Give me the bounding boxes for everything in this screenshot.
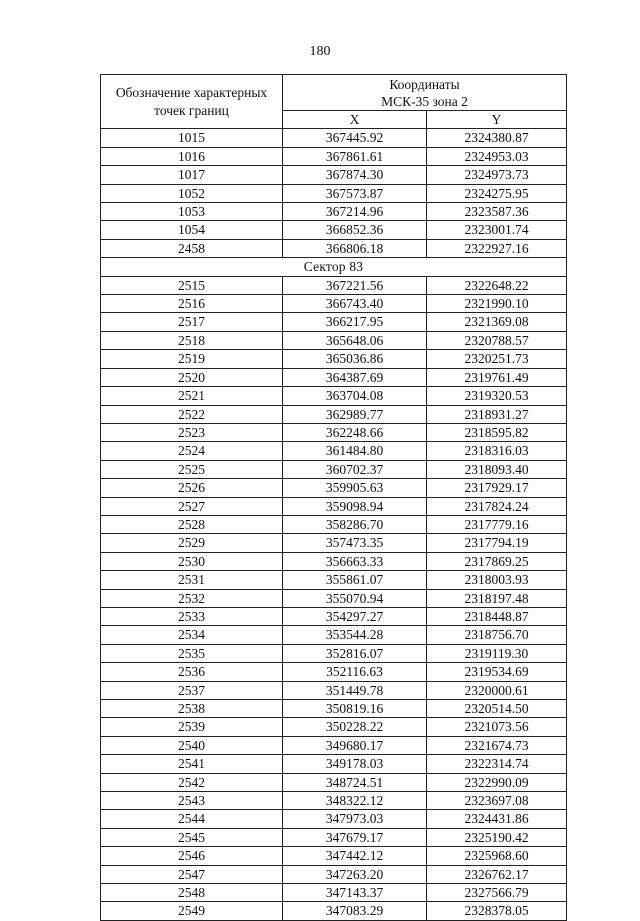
x-coordinate-cell: 348724.51	[283, 773, 427, 791]
point-id-cell: 2520	[101, 368, 283, 386]
table-row	[101, 515, 567, 533]
y-coordinate-cell: 2321674.73	[427, 736, 567, 754]
table-row	[101, 221, 567, 239]
table-row	[101, 718, 567, 736]
point-id-cell: 2548	[101, 884, 283, 902]
x-coordinate-cell: 348322.12	[283, 792, 427, 810]
coordinates-table-container	[100, 74, 566, 921]
table-row	[101, 644, 567, 662]
x-coordinate-cell: 352816.07	[283, 644, 427, 662]
table-row	[101, 405, 567, 423]
point-id-cell: 2518	[101, 331, 283, 349]
point-id-cell: 2535	[101, 644, 283, 662]
x-coordinate-cell: 357473.35	[283, 534, 427, 552]
point-id-cell: 1053	[101, 203, 283, 221]
table-row	[101, 607, 567, 625]
table-row	[101, 295, 567, 313]
point-id-cell: 2532	[101, 589, 283, 607]
sector-label: Сектор 83	[101, 258, 567, 276]
y-coordinate-cell: 2324380.87	[427, 129, 567, 147]
point-id-cell: 2547	[101, 865, 283, 883]
x-coordinate-cell: 361484.80	[283, 442, 427, 460]
point-id-cell: 2522	[101, 405, 283, 423]
y-coordinate-cell: 2321369.08	[427, 313, 567, 331]
point-id-cell: 2525	[101, 460, 283, 478]
x-coordinate-cell: 352116.63	[283, 663, 427, 681]
y-coordinate-cell: 2321990.10	[427, 295, 567, 313]
y-coordinate-cell: 2318448.87	[427, 607, 567, 625]
point-label-header: Обозначение характерных точек границ	[101, 75, 283, 129]
x-coordinate-cell: 367445.92	[283, 129, 427, 147]
coordinates-title: Координаты	[389, 76, 460, 92]
point-id-cell: 2540	[101, 736, 283, 754]
y-coordinate-cell: 2322927.16	[427, 239, 567, 257]
x-coordinate-cell: 355861.07	[283, 571, 427, 589]
table-row	[101, 276, 567, 294]
point-id-cell: 2529	[101, 534, 283, 552]
table-row	[101, 571, 567, 589]
y-coordinate-cell: 2324973.73	[427, 166, 567, 184]
y-column-header: Y	[427, 111, 567, 129]
y-coordinate-cell: 2318093.40	[427, 460, 567, 478]
x-coordinate-cell: 353544.28	[283, 626, 427, 644]
y-coordinate-cell: 2328378.05	[427, 902, 567, 920]
point-id-cell: 2543	[101, 792, 283, 810]
y-coordinate-cell: 2320788.57	[427, 331, 567, 349]
y-coordinate-cell: 2323001.74	[427, 221, 567, 239]
point-id-cell: 2524	[101, 442, 283, 460]
x-coordinate-cell: 349680.17	[283, 736, 427, 754]
point-id-cell: 2528	[101, 515, 283, 533]
point-id-cell: 2517	[101, 313, 283, 331]
x-coordinate-cell: 350819.16	[283, 700, 427, 718]
table-row	[101, 773, 567, 791]
x-coordinate-cell: 359905.63	[283, 479, 427, 497]
y-coordinate-cell: 2319119.30	[427, 644, 567, 662]
x-coordinate-cell: 359098.94	[283, 497, 427, 515]
y-coordinate-cell: 2325968.60	[427, 847, 567, 865]
point-id-cell: 2533	[101, 607, 283, 625]
y-coordinate-cell: 2318756.70	[427, 626, 567, 644]
table-row	[101, 847, 567, 865]
x-coordinate-cell: 354297.27	[283, 607, 427, 625]
point-id-cell: 2521	[101, 387, 283, 405]
coordinate-system-label: МСК-35 зона 2	[381, 93, 468, 109]
x-coordinate-cell: 366743.40	[283, 295, 427, 313]
point-id-cell: 2515	[101, 276, 283, 294]
y-coordinate-cell: 2317929.17	[427, 479, 567, 497]
y-coordinate-cell: 2325190.42	[427, 828, 567, 846]
table-row	[101, 479, 567, 497]
table-row	[101, 589, 567, 607]
y-coordinate-cell: 2327566.79	[427, 884, 567, 902]
y-coordinate-cell: 2322648.22	[427, 276, 567, 294]
point-id-cell: 2530	[101, 552, 283, 570]
table-row	[101, 129, 567, 147]
x-coordinate-cell: 347143.37	[283, 884, 427, 902]
x-coordinate-cell: 347263.20	[283, 865, 427, 883]
table-row	[101, 884, 567, 902]
point-id-cell: 2526	[101, 479, 283, 497]
point-id-cell: 2531	[101, 571, 283, 589]
x-coordinate-cell: 366806.18	[283, 239, 427, 257]
point-id-cell: 2546	[101, 847, 283, 865]
x-coordinate-cell: 362989.77	[283, 405, 427, 423]
sector-header-row	[101, 258, 567, 276]
x-coordinate-cell: 366852.36	[283, 221, 427, 239]
point-id-cell: 2516	[101, 295, 283, 313]
point-id-cell: 1017	[101, 166, 283, 184]
x-coordinate-cell: 367221.56	[283, 276, 427, 294]
point-id-cell: 2549	[101, 902, 283, 920]
y-coordinate-cell: 2317794.19	[427, 534, 567, 552]
point-id-cell: 2519	[101, 350, 283, 368]
y-coordinate-cell: 2326762.17	[427, 865, 567, 883]
table-row	[101, 626, 567, 644]
x-coordinate-cell: 349178.03	[283, 755, 427, 773]
table-row	[101, 166, 567, 184]
y-coordinate-cell: 2318003.93	[427, 571, 567, 589]
x-coordinate-cell: 347679.17	[283, 828, 427, 846]
y-coordinate-cell: 2318197.48	[427, 589, 567, 607]
table-row	[101, 239, 567, 257]
point-id-cell: 1015	[101, 129, 283, 147]
x-coordinate-cell: 347442.12	[283, 847, 427, 865]
x-coordinate-cell: 347083.29	[283, 902, 427, 920]
table-row	[101, 350, 567, 368]
x-coordinate-cell: 367214.96	[283, 203, 427, 221]
point-id-cell: 2542	[101, 773, 283, 791]
table-row	[101, 552, 567, 570]
y-coordinate-cell: 2320000.61	[427, 681, 567, 699]
point-id-cell: 2534	[101, 626, 283, 644]
x-coordinate-cell: 362248.66	[283, 423, 427, 441]
table-row	[101, 368, 567, 386]
table-row	[101, 810, 567, 828]
table-row	[101, 460, 567, 478]
table-row	[101, 534, 567, 552]
table-row	[101, 203, 567, 221]
table-row	[101, 147, 567, 165]
table-header	[101, 75, 567, 129]
x-coordinate-cell: 347973.03	[283, 810, 427, 828]
page-number: 180	[309, 44, 331, 59]
y-coordinate-cell: 2321073.56	[427, 718, 567, 736]
y-coordinate-cell: 2320514.50	[427, 700, 567, 718]
y-coordinate-cell: 2317779.16	[427, 515, 567, 533]
point-id-cell: 1016	[101, 147, 283, 165]
point-id-cell: 2536	[101, 663, 283, 681]
y-coordinate-cell: 2318931.27	[427, 405, 567, 423]
table-row	[101, 331, 567, 349]
x-coordinate-cell: 358286.70	[283, 515, 427, 533]
x-coordinate-cell: 360702.37	[283, 460, 427, 478]
table-row	[101, 828, 567, 846]
y-coordinate-cell: 2319761.49	[427, 368, 567, 386]
x-coordinate-cell: 367874.30	[283, 166, 427, 184]
point-id-cell: 2538	[101, 700, 283, 718]
y-coordinate-cell: 2320251.73	[427, 350, 567, 368]
coordinates-table	[100, 74, 567, 921]
y-coordinate-cell: 2322990.09	[427, 773, 567, 791]
table-row	[101, 736, 567, 754]
table-row	[101, 442, 567, 460]
x-coordinate-cell: 355070.94	[283, 589, 427, 607]
y-coordinate-cell: 2323587.36	[427, 203, 567, 221]
table-row	[101, 423, 567, 441]
y-coordinate-cell: 2318595.82	[427, 423, 567, 441]
point-id-cell: 1052	[101, 184, 283, 202]
point-id-cell: 2545	[101, 828, 283, 846]
point-id-cell: 2527	[101, 497, 283, 515]
y-coordinate-cell: 2324275.95	[427, 184, 567, 202]
table-row	[101, 313, 567, 331]
table-row	[101, 865, 567, 883]
table-row	[101, 792, 567, 810]
y-coordinate-cell: 2319320.53	[427, 387, 567, 405]
point-id-cell: 2458	[101, 239, 283, 257]
x-coordinate-cell: 367573.87	[283, 184, 427, 202]
y-coordinate-cell: 2319534.69	[427, 663, 567, 681]
point-id-cell: 2541	[101, 755, 283, 773]
x-coordinate-cell: 363704.08	[283, 387, 427, 405]
y-coordinate-cell: 2322314.74	[427, 755, 567, 773]
table-row	[101, 497, 567, 515]
y-coordinate-cell: 2318316.03	[427, 442, 567, 460]
point-id-cell: 2544	[101, 810, 283, 828]
y-coordinate-cell: 2323697.08	[427, 792, 567, 810]
point-id-cell: 2539	[101, 718, 283, 736]
table-row	[101, 387, 567, 405]
table-row	[101, 663, 567, 681]
coordinates-group-header	[283, 75, 567, 111]
x-coordinate-cell: 364387.69	[283, 368, 427, 386]
y-coordinate-cell: 2324953.03	[427, 147, 567, 165]
y-coordinate-cell: 2317824.24	[427, 497, 567, 515]
x-coordinate-cell: 365648.06	[283, 331, 427, 349]
x-coordinate-cell: 366217.95	[283, 313, 427, 331]
x-column-header: X	[283, 111, 427, 129]
table-row	[101, 184, 567, 202]
x-coordinate-cell: 365036.86	[283, 350, 427, 368]
table-body	[101, 129, 567, 920]
x-coordinate-cell: 350228.22	[283, 718, 427, 736]
y-coordinate-cell: 2324431.86	[427, 810, 567, 828]
x-coordinate-cell: 356663.33	[283, 552, 427, 570]
y-coordinate-cell: 2317869.25	[427, 552, 567, 570]
point-id-cell: 2523	[101, 423, 283, 441]
table-row	[101, 755, 567, 773]
point-id-cell: 1054	[101, 221, 283, 239]
point-id-cell: 2537	[101, 681, 283, 699]
x-coordinate-cell: 351449.78	[283, 681, 427, 699]
table-row	[101, 700, 567, 718]
x-coordinate-cell: 367861.61	[283, 147, 427, 165]
table-row	[101, 681, 567, 699]
